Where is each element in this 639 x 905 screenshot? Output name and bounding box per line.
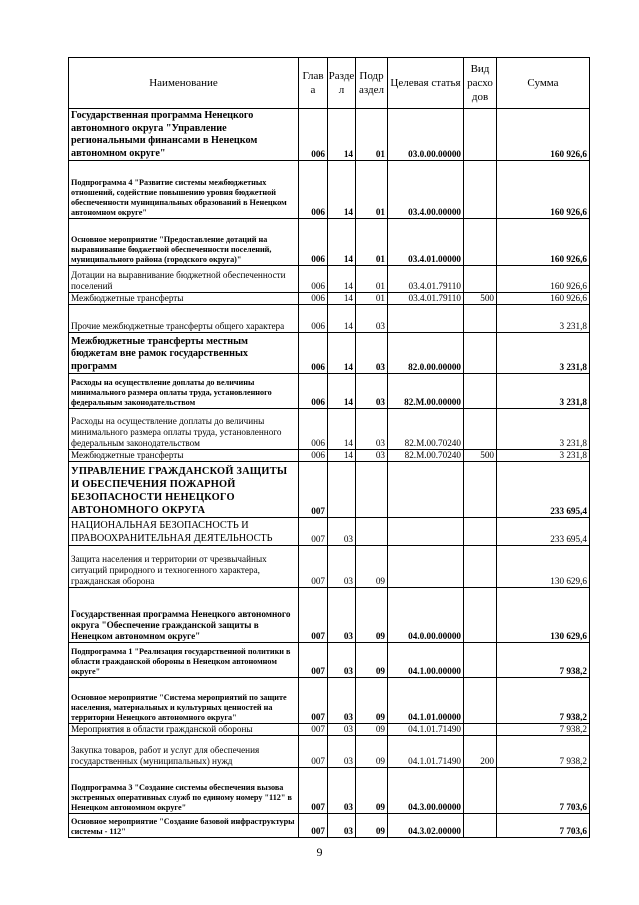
row-vid [464,724,497,736]
row-name: Подпрограмма 3 "Создание системы обеспечения вызова экстренных оперативных служб по единому номеру "112" в Ненецком автономном округе" [69,768,299,814]
row-target: 04.1.01.00000 [388,678,464,724]
row-glava: 006 [299,450,328,462]
row-name: Межбюджетные трансферты [69,450,299,462]
row-target: 82.М.00.00000 [388,374,464,409]
row-vid [464,768,497,814]
table-row [69,374,590,409]
table-row [69,450,590,462]
row-razdel: 03 [328,724,356,736]
row-sum: 130 629,6 [497,588,590,643]
row-glava: 007 [299,643,328,678]
row-podrazdel: 09 [356,546,388,588]
table-row [69,518,590,546]
row-target: 04.1.00.00000 [388,643,464,678]
row-sum: 233 695,4 [497,518,590,546]
row-vid: 500 [464,293,497,305]
row-name: Расходы на осуществление доплаты до величины минимального размера оплаты труда, установленного федеральным законодательством [69,374,299,409]
row-target [388,305,464,333]
row-name: Закупка товаров, работ и услуг для обеспечения государственных (муниципальных) нужд [69,736,299,768]
row-name: УПРАВЛЕНИЕ ГРАЖДАНСКОЙ ЗАЩИТЫ И ОБЕСПЕЧЕНИЯ ПОЖАРНОЙ БЕЗОПАСНОСТИ НЕНЕЦКОГО АВТОНОМНОГО ОКРУГА [69,462,299,518]
row-vid [464,374,497,409]
row-sum: 3 231,8 [497,333,590,374]
row-sum: 3 231,8 [497,409,590,450]
table-row [69,546,590,588]
row-target: 04.1.01.71490 [388,736,464,768]
row-glava: 007 [299,768,328,814]
table-row [69,462,590,518]
row-podrazdel: 01 [356,219,388,266]
row-sum: 130 629,6 [497,546,590,588]
table-row [69,724,590,736]
row-glava: 007 [299,814,328,838]
row-razdel: 03 [328,588,356,643]
row-name: НАЦИОНАЛЬНАЯ БЕЗОПАСНОСТЬ И ПРАВООХРАНИТЕЛЬНАЯ ДЕЯТЕЛЬНОСТЬ [69,518,299,546]
row-razdel: 14 [328,266,356,293]
row-vid [464,109,497,161]
row-sum: 160 926,6 [497,266,590,293]
row-target: 03.4.01.79110 [388,266,464,293]
row-razdel: 03 [328,814,356,838]
table-row [69,293,590,305]
row-name: Основное мероприятие "Система мероприятий по защите населения, материальных и культурных ценностей на территории Ненецкого автономного округа" [69,678,299,724]
row-glava: 006 [299,219,328,266]
row-target [388,546,464,588]
table-row [69,768,590,814]
row-razdel: 03 [328,643,356,678]
row-sum: 160 926,6 [497,219,590,266]
row-razdel: 14 [328,293,356,305]
row-sum: 7 938,2 [497,678,590,724]
row-target: 04.3.02.00000 [388,814,464,838]
row-glava: 007 [299,462,328,518]
row-vid [464,546,497,588]
header-podrazdel: Подр аздел [356,58,388,109]
row-podrazdel [356,462,388,518]
row-podrazdel: 03 [356,450,388,462]
table-row [69,409,590,450]
row-name: Мероприятия в области гражданской обороны [69,724,299,736]
table-row [69,333,590,374]
row-glava: 006 [299,374,328,409]
header-razdel: Разде л [328,58,356,109]
row-razdel: 14 [328,305,356,333]
row-razdel: 14 [328,374,356,409]
row-target: 82.М.00.70240 [388,450,464,462]
row-vid [464,643,497,678]
header-target: Целевая статья [388,58,464,109]
row-razdel: 14 [328,333,356,374]
row-glava: 006 [299,305,328,333]
row-target: 04.1.01.71490 [388,724,464,736]
row-razdel: 14 [328,409,356,450]
row-razdel: 03 [328,518,356,546]
row-podrazdel: 01 [356,266,388,293]
row-podrazdel: 09 [356,736,388,768]
row-vid [464,219,497,266]
row-glava: 006 [299,409,328,450]
row-podrazdel: 01 [356,161,388,219]
row-name: Межбюджетные трансферты [69,293,299,305]
row-glava: 007 [299,724,328,736]
row-sum: 3 231,8 [497,450,590,462]
row-vid [464,266,497,293]
row-podrazdel: 03 [356,333,388,374]
header-name: Наименование [69,58,299,109]
row-name: Прочие межбюджетные трансферты общего характера [69,305,299,333]
row-name: Основное мероприятие "Предоставление дотаций на выравнивание бюджетной обеспеченности поселений, муниципального района (городского округа)" [69,219,299,266]
row-glava: 007 [299,518,328,546]
table-row [69,266,590,293]
row-vid [464,678,497,724]
row-glava: 006 [299,109,328,161]
row-glava: 007 [299,678,328,724]
table-row [69,161,590,219]
header-row [69,58,590,109]
row-podrazdel: 03 [356,409,388,450]
row-vid: 500 [464,450,497,462]
row-vid [464,814,497,838]
row-razdel: 14 [328,450,356,462]
row-glava: 007 [299,736,328,768]
row-vid [464,588,497,643]
row-name: Расходы на осуществление доплаты до величины минимального размера оплаты труда, установленного федеральным законодательством [69,409,299,450]
row-name: Государственная программа Ненецкого автономного округа "Управление региональными финансами в Ненецком автономном округе" [69,109,299,161]
row-glava: 006 [299,293,328,305]
row-vid [464,305,497,333]
row-podrazdel: 09 [356,768,388,814]
table-row [69,109,590,161]
row-sum: 160 926,6 [497,109,590,161]
row-podrazdel: 03 [356,305,388,333]
budget-table [68,57,590,838]
row-target: 04.3.00.00000 [388,768,464,814]
row-name: Подпрограмма 4 "Развитие системы межбюджетных отношений, содействие повышению уровня бюджетной обеспеченности муниципальных образований в Ненецком автономном округе" [69,161,299,219]
row-target: 82.0.00.00000 [388,333,464,374]
table-row [69,678,590,724]
row-sum: 7 938,2 [497,736,590,768]
table-row [69,814,590,838]
row-glava: 006 [299,266,328,293]
row-podrazdel: 09 [356,678,388,724]
row-target [388,518,464,546]
row-target: 03.0.00.00000 [388,109,464,161]
row-name: Государственная программа Ненецкого автономного округа "Обеспечение гражданской защиты в Ненецком автономном округе" [69,588,299,643]
row-razdel: 03 [328,546,356,588]
row-podrazdel: 09 [356,724,388,736]
row-vid [464,462,497,518]
row-razdel: 14 [328,161,356,219]
row-razdel: 03 [328,768,356,814]
row-name: Защита населения и территории от чрезвычайных ситуаций природного и техногенного характера, гражданская оборона [69,546,299,588]
table-row [69,219,590,266]
row-sum: 7 703,6 [497,814,590,838]
row-razdel [328,462,356,518]
row-sum: 160 926,6 [497,293,590,305]
row-vid [464,409,497,450]
table-row [69,736,590,768]
table-row [69,643,590,678]
row-glava: 006 [299,333,328,374]
row-podrazdel: 09 [356,643,388,678]
row-glava: 007 [299,546,328,588]
row-sum: 3 231,8 [497,374,590,409]
header-glava: Глав а [299,58,328,109]
row-sum: 7 938,2 [497,724,590,736]
row-name: Подпрограмма 1 "Реализация государственной политики в области гражданской обороны в Ненецком автономном округе" [69,643,299,678]
table-row [69,305,590,333]
row-razdel: 03 [328,678,356,724]
header-vid: Вид расхо дов [464,58,497,109]
row-target: 82.М.00.70240 [388,409,464,450]
row-vid [464,518,497,546]
row-sum: 7 703,6 [497,768,590,814]
table-row [69,588,590,643]
row-glava: 006 [299,161,328,219]
row-podrazdel: 01 [356,293,388,305]
row-razdel: 14 [328,109,356,161]
row-glava: 007 [299,588,328,643]
row-sum: 7 938,2 [497,643,590,678]
row-razdel: 03 [328,736,356,768]
row-name: Дотации на выравнивание бюджетной обеспеченности поселений [69,266,299,293]
row-podrazdel: 09 [356,814,388,838]
row-podrazdel: 09 [356,588,388,643]
row-sum: 160 926,6 [497,161,590,219]
row-sum: 233 695,4 [497,462,590,518]
row-target [388,462,464,518]
row-vid: 200 [464,736,497,768]
header-sum: Сумма [497,58,590,109]
row-name: Основное мероприятие "Создание базовой инфраструктуры системы - 112" [69,814,299,838]
row-target: 03.4.01.00000 [388,219,464,266]
row-name: Межбюджетные трансферты местным бюджетам вне рамок государственных программ [69,333,299,374]
row-target: 03.4.01.79110 [388,293,464,305]
row-podrazdel [356,518,388,546]
row-razdel: 14 [328,219,356,266]
row-vid [464,333,497,374]
row-target: 04.0.00.00000 [388,588,464,643]
row-target: 03.4.00.00000 [388,161,464,219]
row-vid [464,161,497,219]
row-sum: 3 231,8 [497,305,590,333]
page-number: 9 [316,845,323,859]
row-podrazdel: 03 [356,374,388,409]
row-podrazdel: 01 [356,109,388,161]
